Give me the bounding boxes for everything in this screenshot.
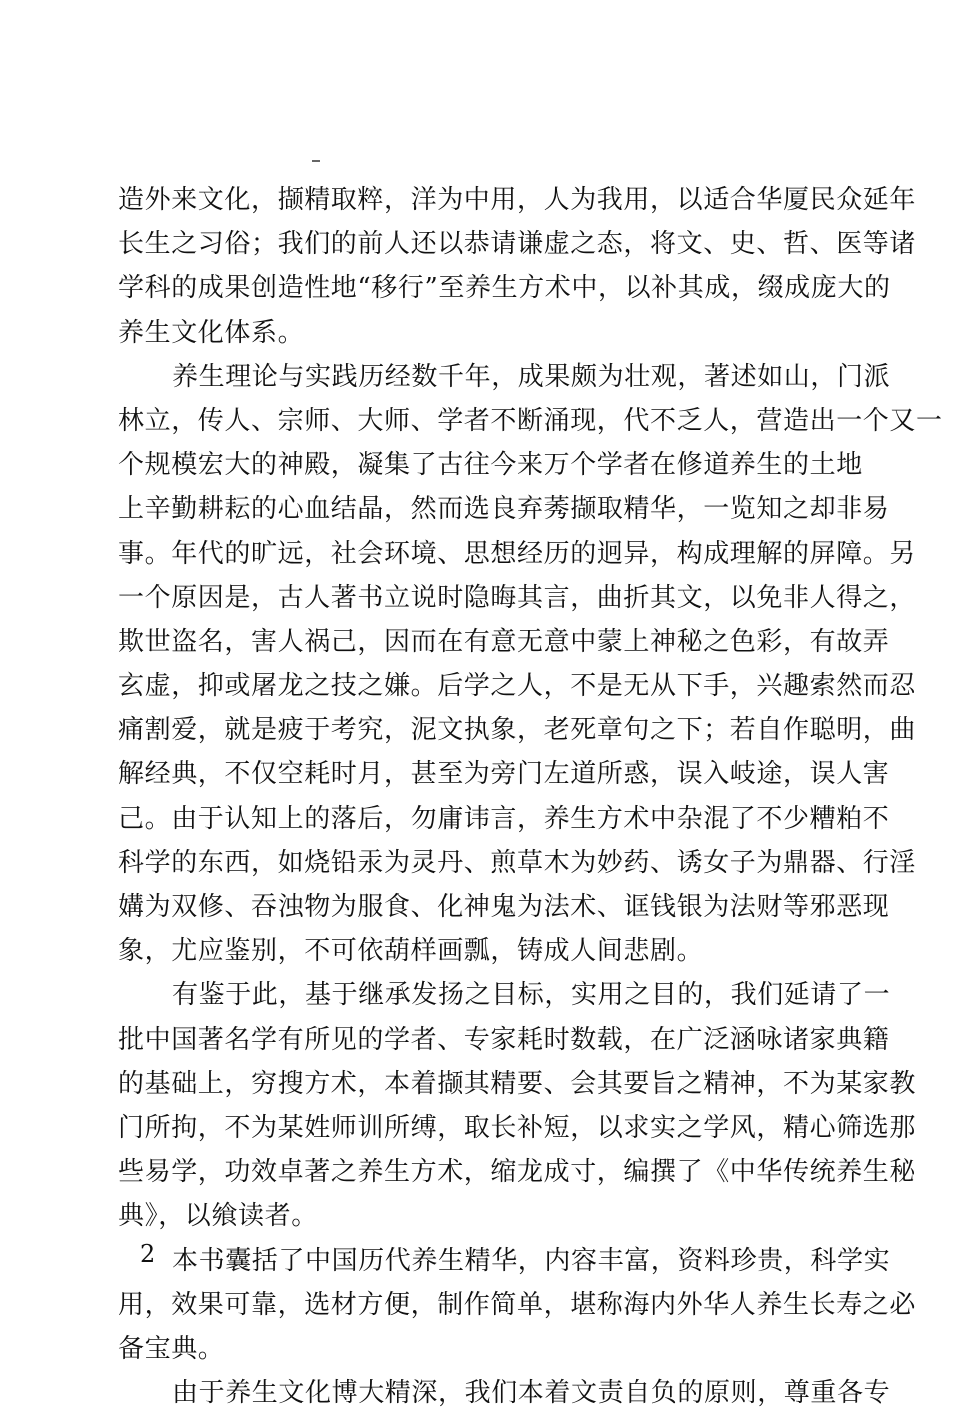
text-line: 林立，传人、宗师、大师、学者不断涌现，代不乏人，营造出一个又一 <box>118 405 943 436</box>
text-line: 事。年代的旷远，社会环境、思想经历的迥异，构成理解的屏障。另 <box>118 538 917 569</box>
text-line: 学科的成果创造性地“移行”至养生方术中，以补其成，缀成庞大的 <box>118 273 891 304</box>
text-line: 备宝典。 <box>118 1333 225 1364</box>
text-line: 上辛勤耕耘的心血结晶，然而选良弃莠撷取精华，一览知之却非易 <box>118 494 890 525</box>
text-line: 本书囊括了中国历代养生精华，内容丰富，资料珍贵，科学实 <box>172 1245 891 1276</box>
text-line: 的基础上，穷搜方术，本着撷其精要、会其要旨之精神，不为某家教 <box>118 1068 917 1099</box>
text-line: 玄虚，抑或屠龙之技之嫌。后学之人，不是无从下手，兴趣索然而忍 <box>118 671 917 702</box>
text-line: 媾为双修、吞浊物为服食、化神鬼为法术、诓钱银为法财等邪恶现 <box>118 892 890 922</box>
text-line: 己。由于认知上的落后，勿庸讳言，养生方术中杂混了不少糟粕不 <box>118 803 890 834</box>
body-text <box>118 178 943 1415</box>
text-line: 个规模宏大的神殿，凝集了古往今来万个学者在修道养生的土地 <box>118 450 863 481</box>
text-line: 科学的东西，如烧铅汞为灵丹、煎草木为妙药、诱女子为鼎器、行淫 <box>118 847 917 878</box>
text-line: 由于养生文化博大精深，我们本着文责自负的原则，尊重各专 <box>172 1378 891 1409</box>
text-line: 有鉴于此，基于继承发扬之目标，实用之目的，我们延请了一 <box>172 980 891 1011</box>
text-line: 养生理论与实践历经数千年，成果颇为壮观，著述如山，门派 <box>172 361 891 392</box>
text-line: 造外来文化，撷精取粹，洋为中用，人为我用，以适合华厦民众延年 <box>118 185 917 215</box>
text-line: 批中国著名学有所见的学者、专家耗时数载，在广泛涵咏诸家典籍 <box>118 1024 890 1055</box>
text-line: 解经典，不仅空耗时月，甚至为旁门左道所惑，误入岐途，误人害 <box>118 759 890 790</box>
text-line: 一个原因是，古人著书立说时隐晦其言，曲折其文，以免非人得之， <box>118 582 917 613</box>
page-number: 2 <box>140 1240 156 1268</box>
text-line: 门所拘，不为某姓师训所缚，取长补短，以求实之学风，精心筛选那 <box>118 1112 917 1143</box>
text-line: 些易学，功效卓著之养生方术，缩龙成寸，编撰了《中华传统养生秘 <box>118 1157 917 1188</box>
text-line: 象，尤应鉴别，不可依葫样画瓢，铸成人间悲剧。 <box>118 936 704 967</box>
text-line: 长生之习俗；我们的前人还以恭请谦虚之态，将文、史、哲、医等诸 <box>118 229 917 260</box>
scan-speck <box>312 160 320 162</box>
text-line: 养生文化体系。 <box>118 317 305 348</box>
text-line: 用，效果可靠，选材方便，制作简单，堪称海内外华人养生长寿之必 <box>118 1289 917 1320</box>
text-line: 痛割爱，就是疲于考究，泥文执象，老死章句之下；若自作聪明，曲 <box>118 715 917 746</box>
text-line: 典》，以飨读者。 <box>118 1201 318 1232</box>
text-line: 欺世盗名，害人祸己，因而在有意无意中蒙上神秘之色彩，有故弄 <box>118 626 890 657</box>
